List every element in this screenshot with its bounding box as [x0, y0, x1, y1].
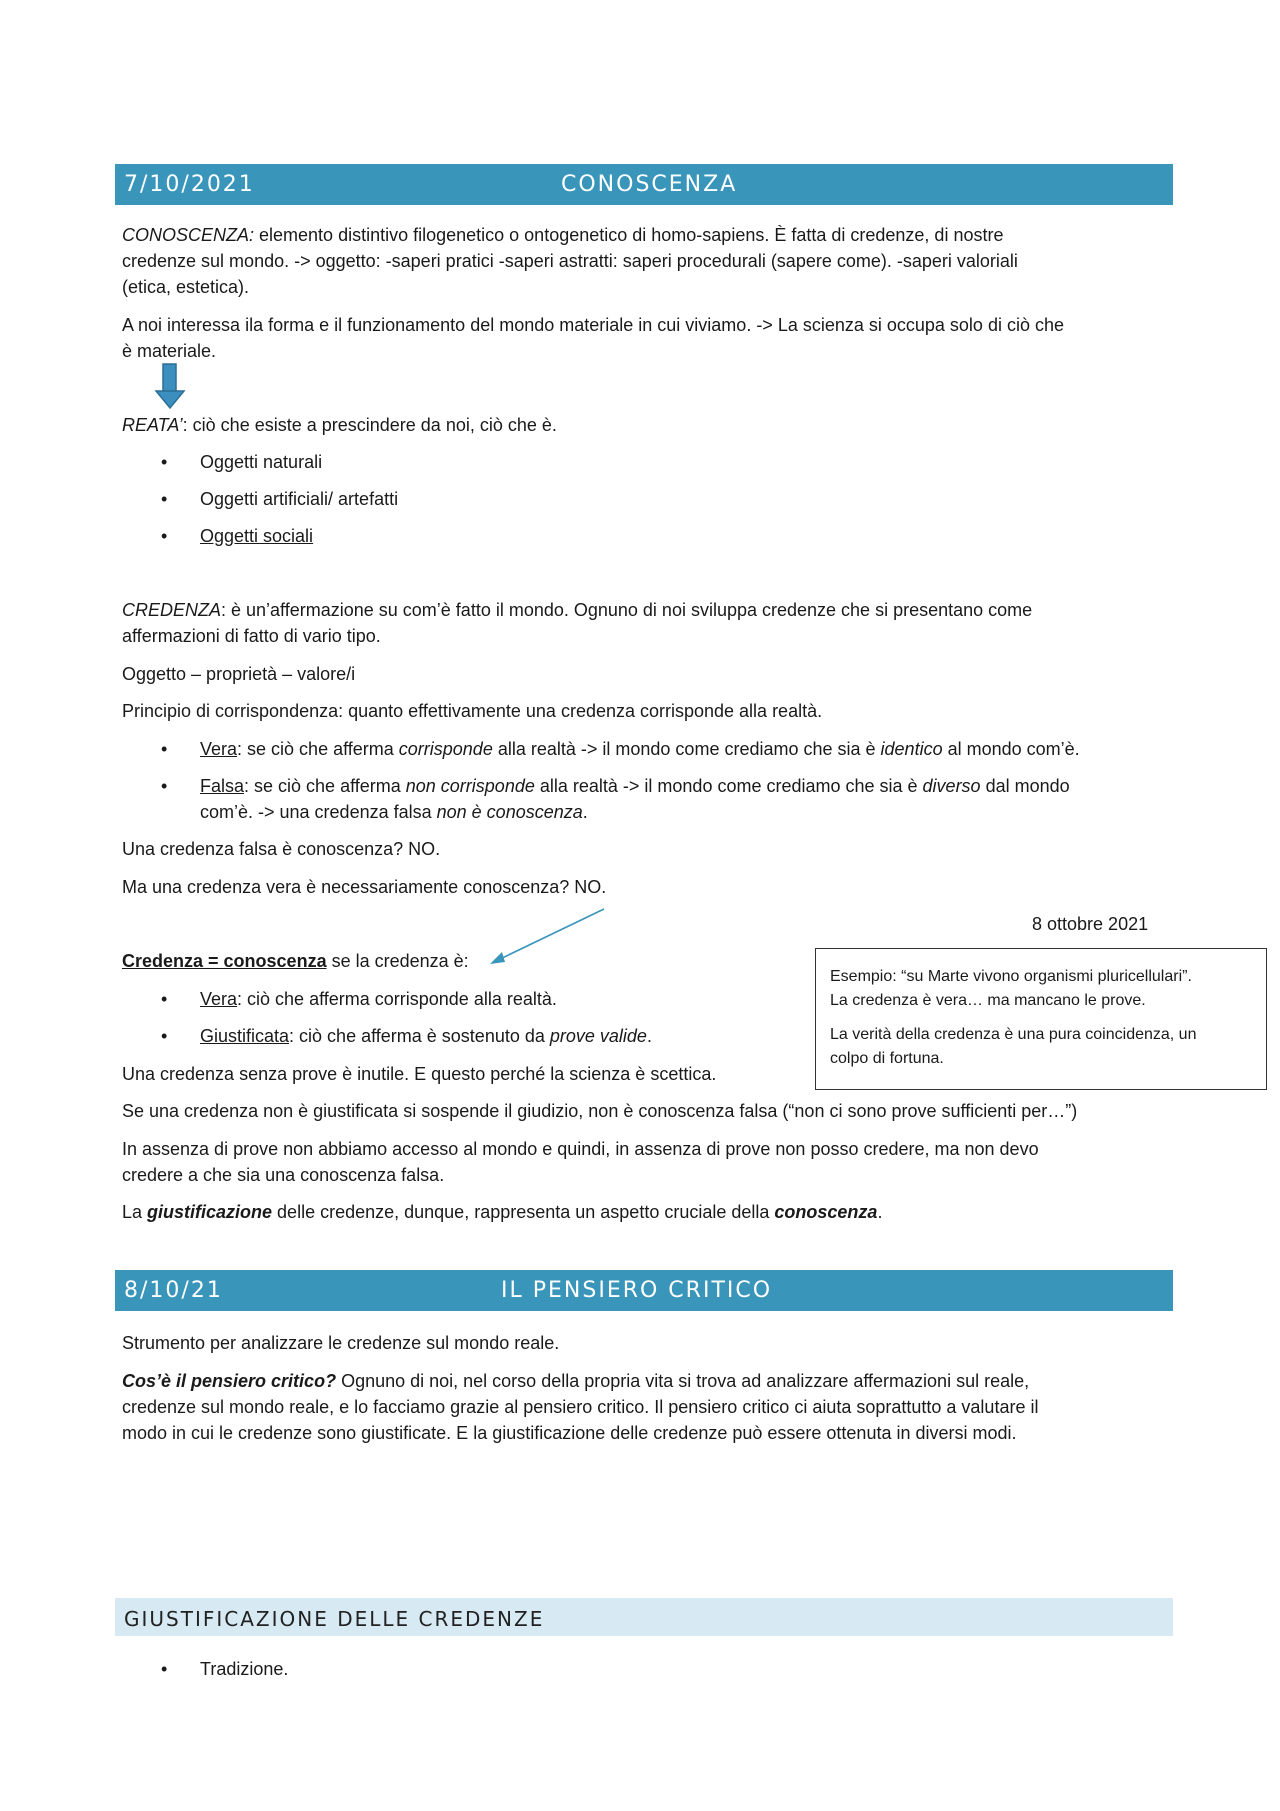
- text: Giustificata: [200, 1026, 290, 1046]
- paragraph-giustificazione: [122, 1199, 882, 1225]
- bullet: •: [161, 489, 168, 509]
- text: : se ciò che afferma: [237, 739, 399, 759]
- date-note: 8 ottobre 2021: [1032, 914, 1149, 934]
- paragraph-credenza-line1: [122, 597, 1032, 623]
- text: : ciò che afferma è sostenuto da: [289, 1026, 550, 1046]
- text: alla realtà -> il mondo come crediamo che sia è: [534, 776, 923, 796]
- subheader-giustificazione: [115, 1598, 1173, 1636]
- label-falsa: Falsa: [200, 776, 245, 796]
- text: non corrisponde: [405, 776, 535, 796]
- paragraph-question-1: Una credenza falsa è conoscenza? NO.: [122, 839, 441, 859]
- text: se la credenza è:: [326, 951, 469, 971]
- section-title: IL PENSIERO CRITICO: [501, 1278, 773, 1303]
- paragraph-interesse-line1: A noi interessa ila forma e il funzionamento del mondo materiale in cui viviamo. -> La scienza si occupa solo di ciò che: [122, 315, 1064, 335]
- text: conoscenza: [774, 1202, 878, 1222]
- list-item-realta-2: Oggetti artificiali/ artefatti: [200, 489, 399, 509]
- paragraph-cose-line2: credenze sul mondo reale, e lo facciamo grazie al pensiero critico. Il pensiero critico ci aiuta soprattutto a valutare il: [122, 1397, 1039, 1417]
- list-item-cond-vera: [200, 986, 557, 1012]
- list-item-realta-3: Oggetti sociali: [200, 526, 314, 546]
- bullet: •: [161, 989, 168, 1009]
- term-credenza: CREDENZA: [122, 600, 222, 620]
- bullet: •: [161, 526, 168, 546]
- section-date: 8/10/21: [124, 1278, 223, 1303]
- paragraph-sospende: Se una credenza non è giustificata si sospende il giudizio, non è conoscenza falsa (“non ci sono prove sufficienti per…”): [122, 1101, 1078, 1121]
- text: identico: [880, 739, 943, 759]
- text: La: [122, 1202, 148, 1222]
- paragraph-assenza-line2: credere a che sia una conoscenza falsa.: [122, 1165, 445, 1185]
- text: .: [582, 802, 588, 822]
- text: non è conoscenza: [436, 802, 583, 822]
- subheader-title: GIUSTIFICAZIONE DELLE CREDENZE: [124, 1607, 545, 1631]
- text: corrisponde: [398, 739, 493, 759]
- paragraph-credenza-line2: affermazioni di fatto di vario tipo.: [122, 626, 381, 646]
- callout-line1: Esempio: “su Marte vivono organismi pluricellulari”.: [830, 968, 1192, 985]
- bullet: •: [161, 739, 168, 759]
- text: Vera: [200, 989, 238, 1009]
- callout-line4: colpo di fortuna.: [830, 1050, 944, 1067]
- list-item-falsa-line2: [200, 799, 588, 825]
- text: elemento distintivo filogenetico o ontogenetico di homo-sapiens. È fatta di credenze, di nostre: [254, 225, 1004, 245]
- section-date: 7/10/2021: [124, 172, 255, 197]
- paragraph-assenza-line1: In assenza di prove non abbiamo accesso al mondo e quindi, in assenza di prove non posso credere, ma non devo: [122, 1139, 1039, 1159]
- paragraph-interesse-line2: è materiale.: [122, 341, 217, 361]
- down-arrow-icon: [154, 363, 186, 411]
- term-realta: REATA’: [122, 415, 183, 435]
- label-vera: Vera: [200, 739, 238, 759]
- text: Cos’è il pensiero critico?: [122, 1371, 337, 1391]
- paragraph-conoscenza-line1: [122, 222, 1003, 248]
- text: al mondo com’è.: [942, 739, 1080, 759]
- section-header-conoscenza: [115, 164, 1173, 205]
- term-conoscenza: CONOSCENZA:: [122, 225, 255, 245]
- text: .: [646, 1026, 652, 1046]
- text: : ciò che esiste a prescindere da noi, ciò che è.: [182, 415, 557, 435]
- paragraph-conoscenza-line2: credenze sul mondo. -> oggetto: -saperi pratici -saperi astratti: saperi procedurali (sapere come). -saperi valoriali: [122, 251, 1018, 271]
- bullet: •: [161, 1026, 168, 1046]
- text: prove valide: [549, 1026, 647, 1046]
- callout-box: [815, 948, 1267, 1090]
- text: : è un’affermazione su com’è fatto il mondo. Ognuno di noi sviluppa credenze che si presentano come: [221, 600, 1033, 620]
- paragraph-strumento: Strumento per analizzare le credenze sul mondo reale.: [122, 1333, 560, 1353]
- paragraph-oggetto: Oggetto – proprietà – valore/i: [122, 664, 356, 684]
- paragraph-cose-line1: [122, 1368, 1029, 1394]
- bullet: •: [161, 776, 168, 796]
- text: : ciò che afferma corrisponde alla realtà.: [237, 989, 557, 1009]
- text: .: [877, 1202, 883, 1222]
- text: Credenza = conoscenza: [122, 951, 327, 971]
- list-item-realta-1: Oggetti naturali: [200, 452, 323, 472]
- text: giustificazione: [147, 1202, 273, 1222]
- paragraph-cose-line3: modo in cui le credenze sono giustificate. E la giustificazione delle credenze può essere ottenuta in diversi modi.: [122, 1423, 1017, 1443]
- paragraph-realta: [122, 412, 557, 438]
- text: : se ciò che afferma: [244, 776, 406, 796]
- text: com’è. -> una credenza falsa: [200, 802, 437, 822]
- text: alla realtà -> il mondo come crediamo che sia è: [492, 739, 881, 759]
- list-item-cond-giustificata: [200, 1023, 652, 1049]
- list-item-falsa-line1: [200, 773, 1070, 799]
- bullet: •: [161, 452, 168, 472]
- list-item-tradizione: Tradizione.: [200, 1659, 289, 1679]
- callout-line3: La verità della credenza è una pura coincidenza, un: [830, 1026, 1197, 1043]
- text: dal mondo: [980, 776, 1070, 796]
- paragraph-inutile: Una credenza senza prove è inutile. E questo perché la scienza è scettica.: [122, 1064, 717, 1084]
- text: delle credenze, dunque, rappresenta un aspetto cruciale della: [272, 1202, 775, 1222]
- callout-line2: La credenza è vera… ma mancano le prove.: [830, 992, 1146, 1009]
- paragraph-conoscenza-line3: (etica, estetica).: [122, 277, 250, 297]
- pointer-arrow-icon: [480, 905, 610, 970]
- paragraph-question-2: Ma una credenza vera è necessariamente conoscenza? NO.: [122, 877, 607, 897]
- section-title: CONOSCENZA: [561, 172, 738, 197]
- paragraph-condizione: [122, 948, 469, 974]
- list-item-vera: [200, 736, 1080, 762]
- paragraph-principio: Principio di corrispondenza: quanto effettivamente una credenza corrisponde alla realtà.: [122, 701, 823, 721]
- section-header-pensiero-critico: [115, 1270, 1173, 1311]
- text: diverso: [922, 776, 981, 796]
- text: Ognuno di noi, nel corso della propria vita si trova ad analizzare affermazioni sul reale,: [336, 1371, 1030, 1391]
- bullet: •: [161, 1659, 168, 1679]
